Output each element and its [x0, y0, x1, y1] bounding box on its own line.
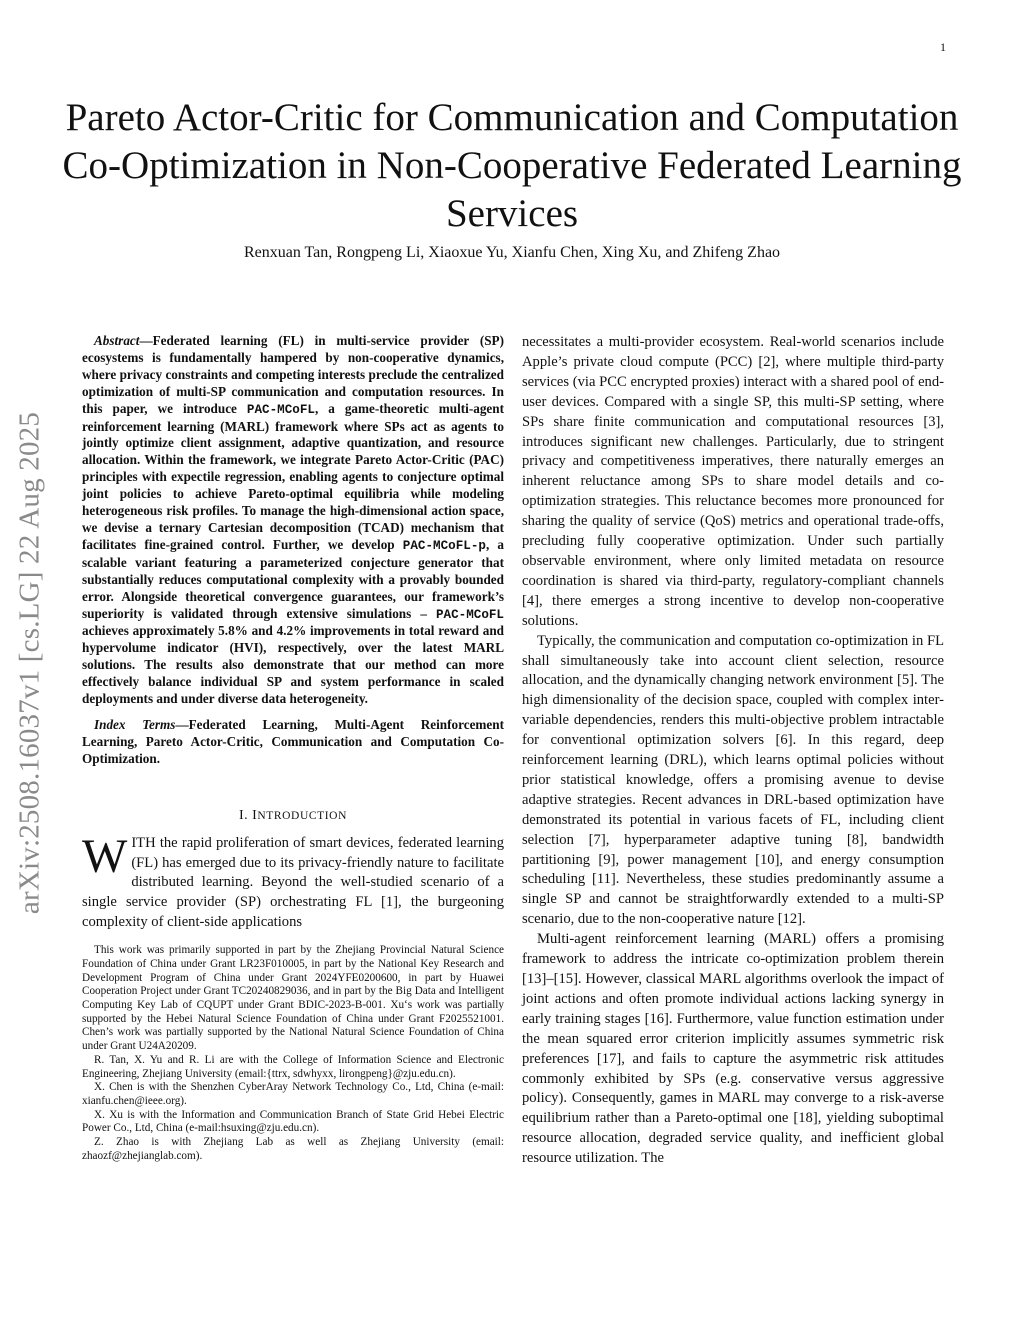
footnote-affiliation: R. Tan, X. Yu and R. Li are with the College of Information Science and Electronic Engineering, Zhejiang University (email:{ttrx, sdwhyxx, lirongpeng}@zju.edu.cn).: [82, 1053, 504, 1080]
footnote-affiliation: X. Xu is with the Information and Communication Branch of State Grid Hebei Electric Power Co., Ltd, China (e-mail:hsuxing@zju.edu.cn).: [82, 1108, 504, 1135]
method-name: PAC-MCoFL: [246, 402, 315, 417]
abstract: [82, 333, 504, 708]
method-name: PAC-MCoFL-p: [402, 538, 486, 553]
author-list: Renxuan Tan, Rongpeng Li, Xiaoxue Yu, Xianfu Chen, Xing Xu, and Zhifeng Zhao: [243, 244, 781, 261]
footnote-affiliation: Z. Zhao is with Zhejiang Lab as well as Zhejiang University (email: zhaozf@zhejianglab.com).: [82, 1136, 504, 1162]
intro-paragraph: [82, 829, 504, 934]
section-title-initial: I: [252, 807, 258, 823]
section-heading: [82, 808, 504, 824]
footnote-affiliation: X. Chen is with the Shenzhen CyberAray Network Technology Co., Ltd, China (e-mail: xianfu.chen@ieee.org).: [82, 1081, 504, 1107]
abstract-label: Abstract: [94, 333, 140, 348]
page-number: 1: [940, 40, 946, 54]
section-title-rest: NTRODUCTION: [257, 809, 347, 822]
method-name: PAC-MCoFL: [435, 607, 504, 622]
drop-cap: W: [82, 829, 128, 883]
paper-title: Pareto Actor-Critic for Communication and Computation Co-Optimization in Non-Cooperative Federated Learning Services: [62, 96, 962, 235]
footnote-funding: This work was primarily supported in part by the Zhejiang Provincial Natural Science Foundation of China under Grant LR23F010005, in part by the National Key Research and Development Program of China under Grant 2024YFE0200600, in part by Huawei Cooperation Project under Grant TC20240829036, and in part by the Big Data and Intelligent Computing Key Lab of CQUPT under Grant BDIC-2023-B-001. Xu‘s work was partially supported by the Hebei Natural Science Foundation of China under Grant F2025521001. Chen’s work was partially supported by the National Natural Science Foundation of China under Grant U24A20209.: [82, 944, 504, 1053]
body-paragraph: Multi-agent reinforcement learning (MARL) offers a promising framework to address the intricate co-optimization problem therein [13]–[15]. However, classical MARL algorithms overlook the impact of joint actions and often promote individual actions lacking synergy in early training stages [16]. Furthermore, value function estimation under the mean squared error criterion implicitly assumes symmetric risk preferences [17], and fails to capture the asymmetric risk attitudes commonly exhibited by SPs (e.g. conservative versus aggressive policy). Consequently, games in MARL may converge to a risk-averse equilibrium rather than a Pareto-optimal one [18], yielding suboptimal resource allocation, degraded service quality, and inefficient global resource utilization. The: [522, 931, 944, 1167]
right-column: [522, 333, 944, 1169]
body-paragraph: necessitates a multi-provider ecosystem. Real-world scenarios include Apple’s private cloud compute (PCC) [2], where multiple third-party services (via PCC encrypted proxies) interact with a shared pool of end-user devices. Compared with a single SP, this multi-SP setting, where SPs share finite communication and computational resources [3], introduces significant new challenges. Particularly, due to stringent privacy and competitiveness imperatives, there naturally emerges an inherent reluctance among SPs to share model details and co-optimization strategies. This reluctance becomes more pronounced for sharing the quality of service (QoS) metrics and operational trade-offs, precluding fully cooperative optimization. Under such partially observable environment, where only limited metadata on resource coordination is shared via third-party, regulatory-compliant channels [4], there emerges a strong incentive to develop non-cooperative solutions.: [522, 334, 944, 629]
abstract-text: —Federated learning (FL) in multi-service provider (SP) ecosystems is fundamentally hampered by non-cooperative dynamics, where privacy constraints and competing interests preclude the centralized optimization of multi-SP communication and computation resources. In this paper, we introduce: [82, 333, 504, 416]
arxiv-identifier: [10, 365, 50, 960]
index-terms: [82, 717, 504, 768]
abstract-text: achieves approximately 5.8% and 4.2% improvements in total reward and hypervolume indicator (HVI), respectively, over the latest MARL solutions. The results also demonstrate that our method can more effectively balance individual SP and system performance in scaled deployments and under diverse data heterogeneity.: [82, 623, 504, 707]
index-terms-text: —Federated Learning, Multi-Agent Reinforcement Learning, Pareto Actor-Critic, Communication and Computation Co-Optimization.: [82, 716, 504, 766]
section-numeral: I.: [239, 807, 253, 823]
index-terms-label: Index Terms: [94, 716, 176, 732]
intro-text: ITH the rapid proliferation of smart devices, federated learning (FL) has emerged due to its privacy-friendly nature to facilitate distributed learning. Beyond the well-studied scenario of a single service provider (SP) orchestrating FL [1], the burgeoning complexity of client-side applications: [82, 834, 504, 931]
abstract-text: , a scalable variant featuring a parameterized conjecture generator that substantially reduces computational complexity with a provably bounded error. Alongside theoretical convergence guarantees, our framework’s superiority is validated through extensive simulations –: [82, 536, 504, 621]
left-column: [82, 333, 504, 1163]
body-paragraph: Typically, the communication and computation co-optimization in FL shall simultaneously take into account client selection, resource allocation, and the dynamically changing network environment [5]. The high dimensionality of the decision space, coupled with complex inter-variable dependencies, renders this multi-objective problem intractable for conventional optimization solvers [6]. In this regard, deep reinforcement learning (DRL), which learns optimal policies without prior statistical knowledge, offers a promising avenue to devise adaptive strategies. Recent advances in DRL-based optimization have demonstrated its potential in various facets of FL, including client selection [7], hyperparameter adaptive tuning [8], bandwidth partitioning [9], power management [10], and energy consumption scheduling [11]. Nevertheless, these studies predominantly assume a single SP and cannot be straightforwardly extended to a multi-SP scenario, due to the non-cooperative nature [12].: [522, 632, 944, 928]
footnotes: [82, 944, 504, 1163]
arxiv-identifier-text: arXiv:2508.16037v1 [cs.LG] 22 Aug 2025: [13, 411, 46, 914]
abstract-text: , a game-theoretic multi-agent reinforcement learning (MARL) framework where SPs act as agents to jointly optimize client assignment, adaptive quantization, and resource allocation. Within the framework, we integrate Pareto Actor-Critic (PAC) principles with expectile regression, enabling agents to conjecture optimal joint policies to achieve Pareto-optimal equilibria while modeling heterogeneous risk profiles. To manage the high-dimensional action space, we devise a ternary Cartesian decomposition (TCAD) mechanism that facilitates fine-grained control. Further, we develop: [82, 400, 504, 552]
